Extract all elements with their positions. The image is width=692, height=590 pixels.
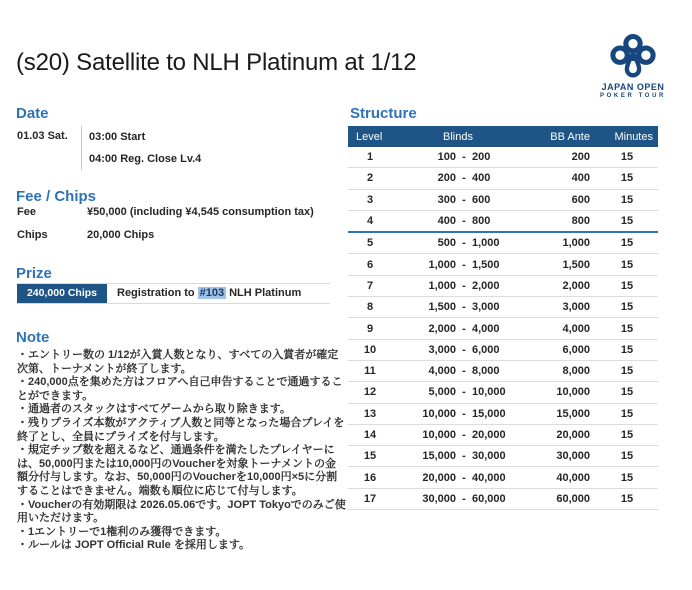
blinds-cell bbox=[392, 472, 524, 484]
blinds-separator: - bbox=[462, 365, 466, 378]
blinds-cell bbox=[392, 323, 524, 335]
minutes-cell: 15 bbox=[620, 450, 634, 463]
level-cell: 11 bbox=[364, 365, 376, 378]
blinds-separator: - bbox=[462, 471, 466, 484]
jopt-logo bbox=[596, 34, 670, 99]
small-blind-value: 1,000 bbox=[428, 258, 456, 271]
event-number-highlight: #103 bbox=[199, 287, 225, 299]
note-bullet: ・規定チップ数を超えるなど、通過条件を満たしたプレイヤーには、50,000円または10,000円のVoucherを対象トーナメントの金額分付与します。なお、50,000円のVoucherを10,000円×5に分割することはできません。端数も順位に応じて付与します。 bbox=[17, 444, 338, 497]
blinds-cell bbox=[392, 450, 524, 462]
level-cell: 2 bbox=[366, 172, 374, 185]
blinds-separator: - bbox=[462, 386, 466, 399]
club-icon bbox=[610, 34, 656, 80]
bb-ante-cell: 4,000 bbox=[562, 322, 590, 335]
blinds-separator: - bbox=[462, 151, 466, 164]
big-blind-value: 10,000 bbox=[472, 386, 506, 399]
minutes-cell: 15 bbox=[620, 407, 634, 420]
small-blind-value: 3,000 bbox=[428, 343, 456, 356]
level-cell: 6 bbox=[366, 258, 374, 271]
minutes-cell: 15 bbox=[620, 279, 634, 292]
big-blind-value: 1,000 bbox=[472, 237, 500, 250]
prize-description bbox=[107, 284, 301, 303]
bb-ante-cell: 10,000 bbox=[556, 386, 590, 399]
minutes-cell: 15 bbox=[620, 386, 634, 399]
bb-ante-cell: 1,000 bbox=[562, 237, 590, 250]
blinds-separator: - bbox=[462, 301, 466, 314]
note-bullet: ・エントリー数の 1/12が入賞人数となり、すべての入賞者が確定次第、トーナメントが終了します。 bbox=[17, 349, 339, 375]
blinds-cell bbox=[392, 259, 524, 271]
prize-description-suffix: NLH Platinum bbox=[229, 287, 302, 299]
small-blind-value: 15,000 bbox=[422, 450, 456, 463]
note-list bbox=[17, 349, 347, 553]
level-cell: 3 bbox=[366, 193, 374, 206]
small-blind-value: 4,000 bbox=[428, 365, 456, 378]
table-row bbox=[348, 425, 658, 446]
level-cell: 12 bbox=[363, 386, 377, 399]
table-row bbox=[348, 190, 658, 211]
chips-value: 20,000 Chips bbox=[87, 229, 155, 241]
small-blind-value: 300 bbox=[437, 193, 456, 206]
big-blind-value: 1,500 bbox=[472, 258, 500, 271]
bb-ante-cell: 2,000 bbox=[562, 279, 590, 292]
minutes-cell: 15 bbox=[620, 429, 634, 441]
table-row bbox=[348, 147, 658, 168]
minutes-cell: 15 bbox=[620, 343, 634, 356]
minutes-cell: 15 bbox=[620, 172, 634, 185]
level-cell: 8 bbox=[366, 301, 374, 314]
small-blind-value: 5,000 bbox=[428, 386, 456, 399]
fee-value: ¥50,000 (including ¥4,545 consumption tax) bbox=[87, 206, 314, 218]
bb-ante-cell: 20,000 bbox=[556, 429, 590, 441]
level-cell: 17 bbox=[363, 492, 377, 505]
column-header-minutes: Minutes bbox=[614, 130, 653, 143]
bb-ante-cell: 200 bbox=[571, 151, 590, 164]
table-row bbox=[348, 211, 658, 233]
small-blind-value: 20,000 bbox=[422, 471, 456, 484]
big-blind-value: 4,000 bbox=[472, 322, 500, 335]
start-time: 03:00 Start bbox=[89, 131, 146, 143]
big-blind-value: 60,000 bbox=[472, 492, 506, 505]
table-row bbox=[348, 489, 658, 510]
small-blind-value: 10,000 bbox=[422, 429, 456, 441]
logo-text-line2: POKER TOUR bbox=[600, 93, 666, 99]
fee-chips-heading: Fee / Chips bbox=[16, 188, 97, 205]
bb-ante-cell: 600 bbox=[571, 193, 590, 206]
structure-heading: Structure bbox=[350, 105, 417, 122]
table-row bbox=[348, 446, 658, 467]
level-cell: 10 bbox=[363, 343, 377, 356]
minutes-cell: 15 bbox=[620, 151, 634, 164]
small-blind-value: 2,000 bbox=[428, 322, 456, 335]
big-blind-value: 600 bbox=[472, 193, 491, 206]
blinds-separator: - bbox=[462, 172, 466, 185]
big-blind-value: 40,000 bbox=[472, 471, 506, 484]
structure-table-header bbox=[348, 126, 658, 147]
blinds-cell bbox=[392, 301, 524, 313]
note-heading: Note bbox=[16, 329, 50, 346]
chips-row bbox=[17, 229, 314, 252]
blinds-separator: - bbox=[462, 450, 466, 463]
table-row bbox=[348, 382, 658, 403]
level-cell: 16 bbox=[363, 471, 377, 484]
table-row bbox=[348, 276, 658, 297]
minutes-cell: 15 bbox=[620, 258, 634, 271]
bb-ante-cell: 400 bbox=[571, 172, 590, 185]
note-bullet: ・通過者のスタックはすべてゲームから取り除きます。 bbox=[17, 403, 291, 416]
bb-ante-cell: 1,500 bbox=[562, 258, 590, 271]
fee-label: Fee bbox=[17, 206, 36, 218]
prize-description-prefix: Registration to bbox=[117, 287, 195, 299]
note-bullet: ・ルールは JOPT Official Rule を採用します。 bbox=[17, 539, 250, 552]
column-header-level: Level bbox=[356, 130, 383, 143]
level-cell: 1 bbox=[366, 151, 374, 164]
bb-ante-cell: 3,000 bbox=[562, 301, 590, 314]
table-row bbox=[348, 254, 658, 275]
minutes-cell: 15 bbox=[620, 215, 634, 228]
note-bullet: ・1エントリーで1権利のみ獲得できます。 bbox=[17, 525, 227, 538]
column-header-bb-ante: BB Ante bbox=[550, 130, 590, 143]
structure-table-body bbox=[348, 147, 658, 510]
minutes-cell: 15 bbox=[620, 237, 634, 250]
small-blind-value: 100 bbox=[437, 151, 456, 164]
blinds-cell bbox=[392, 215, 524, 227]
bb-ante-cell: 40,000 bbox=[556, 471, 590, 484]
bb-ante-cell: 60,000 bbox=[556, 492, 590, 505]
level-cell: 14 bbox=[363, 429, 377, 441]
blinds-cell bbox=[392, 151, 524, 163]
bb-ante-cell: 800 bbox=[571, 215, 590, 228]
level-cell: 9 bbox=[366, 322, 374, 335]
small-blind-value: 30,000 bbox=[422, 492, 456, 505]
big-blind-value: 200 bbox=[472, 151, 491, 164]
blinds-cell bbox=[392, 280, 524, 292]
blinds-cell bbox=[392, 408, 524, 420]
big-blind-value: 2,000 bbox=[472, 279, 500, 292]
note-bullet: ・240,000点を集めた方はフロアへ自己申告することで通過することができます。 bbox=[17, 376, 343, 402]
blinds-separator: - bbox=[462, 407, 466, 420]
blinds-separator: - bbox=[462, 322, 466, 335]
vertical-divider bbox=[81, 126, 82, 170]
bb-ante-cell: 30,000 bbox=[556, 450, 590, 463]
date-times bbox=[89, 126, 201, 170]
blinds-cell bbox=[392, 344, 524, 356]
fee-row bbox=[17, 206, 314, 229]
prize-heading: Prize bbox=[16, 265, 52, 282]
date-value: 01.03 Sat. bbox=[17, 130, 68, 142]
small-blind-value: 200 bbox=[437, 172, 456, 185]
bb-ante-cell: 6,000 bbox=[562, 343, 590, 356]
prize-amount-badge: 240,000 Chips bbox=[17, 284, 107, 303]
big-blind-value: 20,000 bbox=[472, 429, 506, 441]
small-blind-value: 1,000 bbox=[428, 279, 456, 292]
blinds-cell bbox=[392, 493, 524, 505]
minutes-cell: 15 bbox=[620, 301, 634, 314]
blinds-cell bbox=[392, 172, 524, 184]
big-blind-value: 30,000 bbox=[472, 450, 506, 463]
minutes-cell: 15 bbox=[620, 492, 634, 505]
small-blind-value: 500 bbox=[437, 237, 456, 250]
blinds-separator: - bbox=[462, 237, 466, 250]
small-blind-value: 400 bbox=[437, 215, 456, 228]
big-blind-value: 400 bbox=[472, 172, 491, 185]
big-blind-value: 6,000 bbox=[472, 343, 500, 356]
table-row bbox=[348, 404, 658, 425]
blinds-separator: - bbox=[462, 492, 466, 505]
minutes-cell: 15 bbox=[620, 471, 634, 484]
level-cell: 7 bbox=[366, 279, 374, 292]
blinds-cell bbox=[392, 429, 524, 441]
table-row bbox=[348, 297, 658, 318]
big-blind-value: 8,000 bbox=[472, 365, 500, 378]
note-bullet: ・残りプライズ本数がアクティブ人数と同等となった場合プレイを終了とし、全員にプライズを付与します。 bbox=[17, 416, 345, 443]
minutes-cell: 15 bbox=[620, 193, 634, 206]
blinds-separator: - bbox=[462, 258, 466, 271]
minutes-cell: 15 bbox=[620, 365, 634, 378]
table-row bbox=[348, 233, 658, 254]
level-cell: 5 bbox=[366, 237, 374, 250]
logo-text-line1: JAPAN OPEN bbox=[601, 82, 665, 92]
structure-table bbox=[348, 126, 658, 510]
blinds-separator: - bbox=[462, 215, 466, 228]
blinds-cell bbox=[392, 365, 524, 377]
table-row bbox=[348, 361, 658, 382]
blinds-cell bbox=[392, 237, 524, 249]
small-blind-value: 1,500 bbox=[428, 301, 456, 314]
level-cell: 13 bbox=[363, 407, 377, 420]
column-header-blinds: Blinds bbox=[443, 130, 473, 143]
big-blind-value: 15,000 bbox=[472, 407, 506, 420]
blinds-cell bbox=[392, 194, 524, 206]
chips-label: Chips bbox=[17, 229, 48, 241]
bb-ante-cell: 15,000 bbox=[556, 407, 590, 420]
bb-ante-cell: 8,000 bbox=[562, 365, 590, 378]
level-cell: 15 bbox=[363, 450, 377, 463]
blinds-separator: - bbox=[462, 429, 466, 441]
table-row bbox=[348, 168, 658, 189]
page-title: (s20) Satellite to NLH Platinum at 1/12 bbox=[16, 49, 417, 76]
reg-close-time: 04:00 Reg. Close Lv.4 bbox=[89, 153, 202, 165]
fee-chips-section bbox=[17, 206, 314, 252]
minutes-cell: 15 bbox=[620, 322, 634, 335]
table-row bbox=[348, 467, 658, 488]
big-blind-value: 3,000 bbox=[472, 301, 500, 314]
prize-row bbox=[17, 283, 330, 304]
table-row bbox=[348, 340, 658, 361]
date-heading: Date bbox=[16, 105, 49, 122]
level-cell: 4 bbox=[366, 215, 374, 228]
blinds-separator: - bbox=[462, 193, 466, 206]
note-bullet: ・Voucherの有効期限は 2026.05.06です。JOPT Tokyoでのみご使用いただけます。 bbox=[17, 498, 346, 525]
blinds-separator: - bbox=[462, 343, 466, 356]
date-section bbox=[17, 126, 201, 170]
blinds-separator: - bbox=[462, 279, 466, 292]
blinds-cell bbox=[392, 386, 524, 398]
big-blind-value: 800 bbox=[472, 215, 491, 228]
small-blind-value: 10,000 bbox=[422, 407, 456, 420]
table-row bbox=[348, 318, 658, 339]
